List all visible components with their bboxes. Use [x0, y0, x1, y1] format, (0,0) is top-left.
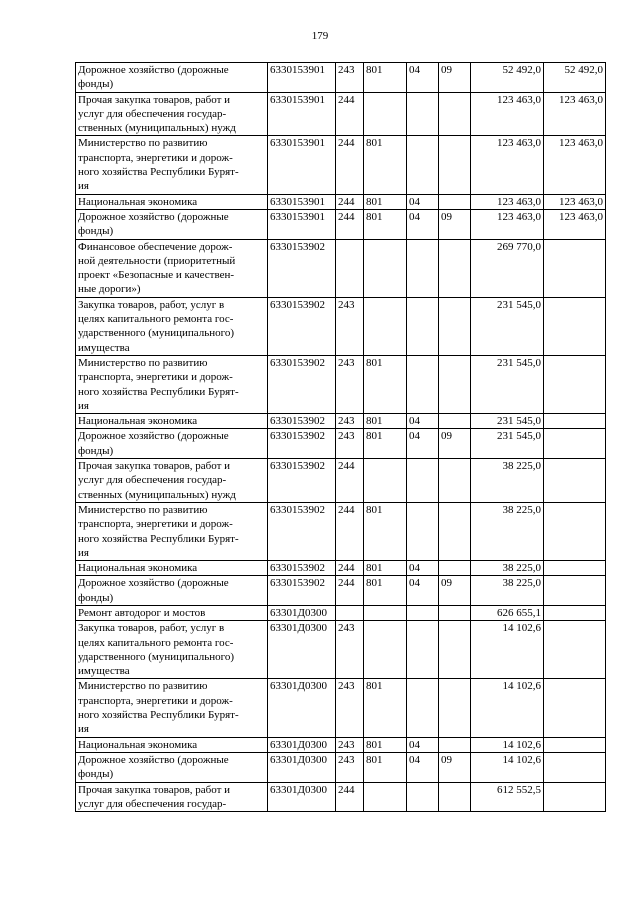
row-name-cell: Национальная экономика — [76, 561, 268, 576]
row-sum1-cell: 123 463,0 — [471, 194, 544, 209]
row-grbs-cell: 801 — [364, 561, 407, 576]
row-vr-cell: 243 — [336, 752, 364, 782]
row-sum2-cell — [544, 621, 606, 679]
row-sum1-cell: 38 225,0 — [471, 502, 544, 560]
row-csr-cell: 6330153901 — [268, 194, 336, 209]
row-grbs-cell: 801 — [364, 63, 407, 93]
row-sum1-cell: 612 552,5 — [471, 782, 544, 812]
page-number: 179 — [311, 30, 329, 42]
table-row — [76, 782, 606, 812]
row-vr-cell — [336, 605, 364, 620]
row-pr-cell — [439, 194, 471, 209]
row-name-cell: Закупка товаров, работ, услуг в целях капитального ремонта гос- ударственного (муниципального) имущества — [76, 297, 268, 355]
row-sum1-cell: 231 545,0 — [471, 414, 544, 429]
row-pr-cell — [439, 561, 471, 576]
row-vr-cell: 243 — [336, 297, 364, 355]
table-row — [76, 737, 606, 752]
row-vr-cell: 243 — [336, 414, 364, 429]
row-csr-cell: 63301Д0300 — [268, 679, 336, 737]
table-row — [76, 429, 606, 459]
table-row — [76, 621, 606, 679]
row-name-cell: Ремонт автодорог и мостов — [76, 605, 268, 620]
table-row — [76, 502, 606, 560]
row-sum1-cell: 231 545,0 — [471, 355, 544, 413]
row-csr-cell: 6330153902 — [268, 355, 336, 413]
row-pr-cell: 09 — [439, 209, 471, 239]
row-csr-cell: 6330153901 — [268, 209, 336, 239]
row-vr-cell: 243 — [336, 355, 364, 413]
row-rz-cell: 04 — [407, 561, 439, 576]
row-sum1-cell: 231 545,0 — [471, 429, 544, 459]
row-grbs-cell: 801 — [364, 209, 407, 239]
row-vr-cell: 243 — [336, 63, 364, 93]
row-csr-cell: 63301Д0300 — [268, 782, 336, 812]
row-vr-cell: 244 — [336, 92, 364, 136]
row-grbs-cell: 801 — [364, 136, 407, 194]
row-csr-cell: 63301Д0300 — [268, 737, 336, 752]
row-sum2-cell — [544, 355, 606, 413]
row-rz-cell — [407, 782, 439, 812]
row-sum2-cell: 123 463,0 — [544, 194, 606, 209]
row-rz-cell: 04 — [407, 737, 439, 752]
table-row — [76, 239, 606, 297]
row-grbs-cell: 801 — [364, 576, 407, 606]
row-vr-cell: 243 — [336, 621, 364, 679]
row-sum2-cell: 123 463,0 — [544, 92, 606, 136]
row-rz-cell: 04 — [407, 194, 439, 209]
row-pr-cell: 09 — [439, 63, 471, 93]
row-csr-cell: 6330153902 — [268, 414, 336, 429]
row-sum2-cell — [544, 459, 606, 503]
row-name-cell: Министерство по развитию транспорта, энергетики и дорож- ного хозяйства Республики Бурят- ия — [76, 502, 268, 560]
row-name-cell: Дорожное хозяйство (дорожные фонды) — [76, 752, 268, 782]
row-csr-cell: 6330153902 — [268, 561, 336, 576]
row-csr-cell: 6330153902 — [268, 297, 336, 355]
row-rz-cell: 04 — [407, 414, 439, 429]
row-rz-cell: 04 — [407, 576, 439, 606]
row-name-cell: Министерство по развитию транспорта, энергетики и дорож- ного хозяйства Республики Бурят- ия — [76, 355, 268, 413]
row-name-cell: Национальная экономика — [76, 194, 268, 209]
row-pr-cell: 09 — [439, 752, 471, 782]
table-row — [76, 209, 606, 239]
row-grbs-cell — [364, 239, 407, 297]
row-vr-cell: 244 — [336, 561, 364, 576]
row-sum1-cell: 14 102,6 — [471, 621, 544, 679]
row-rz-cell: 04 — [407, 429, 439, 459]
row-name-cell: Прочая закупка товаров, работ и услуг для обеспечения государ- — [76, 782, 268, 812]
row-sum2-cell — [544, 297, 606, 355]
row-pr-cell — [439, 502, 471, 560]
row-vr-cell: 244 — [336, 136, 364, 194]
table-row — [76, 297, 606, 355]
row-vr-cell: 244 — [336, 209, 364, 239]
row-pr-cell — [439, 621, 471, 679]
row-sum2-cell — [544, 605, 606, 620]
row-name-cell: Дорожное хозяйство (дорожные фонды) — [76, 429, 268, 459]
row-grbs-cell — [364, 605, 407, 620]
row-sum1-cell: 38 225,0 — [471, 561, 544, 576]
row-rz-cell — [407, 605, 439, 620]
row-sum1-cell: 14 102,6 — [471, 679, 544, 737]
row-sum2-cell: 123 463,0 — [544, 209, 606, 239]
row-csr-cell: 6330153902 — [268, 429, 336, 459]
row-grbs-cell: 801 — [364, 737, 407, 752]
row-name-cell: Финансовое обеспечение дорож- ной деятельности (приоритетный проект «Безопасные и качествен- ные дороги») — [76, 239, 268, 297]
row-grbs-cell: 801 — [364, 752, 407, 782]
row-csr-cell: 6330153901 — [268, 92, 336, 136]
row-csr-cell: 6330153902 — [268, 576, 336, 606]
row-rz-cell: 04 — [407, 752, 439, 782]
row-name-cell: Прочая закупка товаров, работ и услуг для обеспечения государ- ственных (муниципальных) нужд — [76, 459, 268, 503]
row-sum1-cell: 269 770,0 — [471, 239, 544, 297]
table-row — [76, 605, 606, 620]
row-sum2-cell — [544, 737, 606, 752]
row-pr-cell — [439, 679, 471, 737]
table-row — [76, 752, 606, 782]
budget-table — [75, 62, 606, 812]
row-csr-cell: 6330153901 — [268, 63, 336, 93]
row-name-cell: Прочая закупка товаров, работ и услуг для обеспечения государ- ственных (муниципальных) нужд — [76, 92, 268, 136]
row-vr-cell — [336, 239, 364, 297]
row-name-cell: Дорожное хозяйство (дорожные фонды) — [76, 63, 268, 93]
row-csr-cell: 6330153901 — [268, 136, 336, 194]
table-row — [76, 576, 606, 606]
row-pr-cell: 09 — [439, 576, 471, 606]
row-pr-cell — [439, 297, 471, 355]
row-vr-cell: 244 — [336, 459, 364, 503]
row-vr-cell: 243 — [336, 429, 364, 459]
row-grbs-cell — [364, 297, 407, 355]
table-row — [76, 92, 606, 136]
row-pr-cell: 09 — [439, 429, 471, 459]
row-vr-cell: 244 — [336, 194, 364, 209]
table-row — [76, 414, 606, 429]
row-grbs-cell: 801 — [364, 194, 407, 209]
row-grbs-cell: 801 — [364, 414, 407, 429]
table-row — [76, 561, 606, 576]
row-csr-cell: 6330153902 — [268, 459, 336, 503]
row-sum1-cell: 231 545,0 — [471, 297, 544, 355]
row-rz-cell — [407, 239, 439, 297]
row-csr-cell: 63301Д0300 — [268, 605, 336, 620]
row-sum1-cell: 52 492,0 — [471, 63, 544, 93]
row-rz-cell — [407, 92, 439, 136]
row-rz-cell — [407, 679, 439, 737]
row-grbs-cell: 801 — [364, 355, 407, 413]
row-grbs-cell — [364, 782, 407, 812]
row-grbs-cell: 801 — [364, 502, 407, 560]
row-rz-cell — [407, 502, 439, 560]
row-rz-cell — [407, 355, 439, 413]
row-grbs-cell: 801 — [364, 429, 407, 459]
row-rz-cell — [407, 136, 439, 194]
row-rz-cell: 04 — [407, 63, 439, 93]
row-pr-cell — [439, 355, 471, 413]
row-grbs-cell — [364, 621, 407, 679]
row-csr-cell: 6330153902 — [268, 239, 336, 297]
row-vr-cell: 244 — [336, 782, 364, 812]
table-row — [76, 63, 606, 93]
row-name-cell: Национальная экономика — [76, 414, 268, 429]
row-sum1-cell: 38 225,0 — [471, 576, 544, 606]
table-row — [76, 679, 606, 737]
row-pr-cell — [439, 459, 471, 503]
row-grbs-cell — [364, 459, 407, 503]
row-sum2-cell: 52 492,0 — [544, 63, 606, 93]
row-pr-cell — [439, 239, 471, 297]
row-grbs-cell: 801 — [364, 679, 407, 737]
row-name-cell: Министерство по развитию транспорта, энергетики и дорож- ного хозяйства Республики Бурят- ия — [76, 679, 268, 737]
row-name-cell: Министерство по развитию транспорта, энергетики и дорож- ного хозяйства Республики Бурят- ия — [76, 136, 268, 194]
row-sum1-cell: 123 463,0 — [471, 92, 544, 136]
row-csr-cell: 63301Д0300 — [268, 621, 336, 679]
table-row — [76, 459, 606, 503]
row-rz-cell — [407, 621, 439, 679]
row-sum1-cell: 14 102,6 — [471, 737, 544, 752]
row-rz-cell — [407, 297, 439, 355]
row-sum1-cell: 14 102,6 — [471, 752, 544, 782]
row-sum2-cell: 123 463,0 — [544, 136, 606, 194]
row-sum2-cell — [544, 576, 606, 606]
row-pr-cell — [439, 782, 471, 812]
row-pr-cell — [439, 737, 471, 752]
row-pr-cell — [439, 605, 471, 620]
row-sum1-cell: 626 655,1 — [471, 605, 544, 620]
row-sum2-cell — [544, 429, 606, 459]
row-rz-cell — [407, 459, 439, 503]
row-pr-cell — [439, 92, 471, 136]
row-pr-cell — [439, 136, 471, 194]
row-vr-cell: 243 — [336, 737, 364, 752]
row-sum2-cell — [544, 561, 606, 576]
row-sum2-cell — [544, 239, 606, 297]
row-sum2-cell — [544, 414, 606, 429]
row-sum1-cell: 123 463,0 — [471, 136, 544, 194]
row-grbs-cell — [364, 92, 407, 136]
row-vr-cell: 244 — [336, 576, 364, 606]
row-sum1-cell: 38 225,0 — [471, 459, 544, 503]
row-sum2-cell — [544, 679, 606, 737]
row-vr-cell: 244 — [336, 502, 364, 560]
row-name-cell: Дорожное хозяйство (дорожные фонды) — [76, 209, 268, 239]
row-csr-cell: 63301Д0300 — [268, 752, 336, 782]
row-sum2-cell — [544, 502, 606, 560]
table-row — [76, 194, 606, 209]
row-sum1-cell: 123 463,0 — [471, 209, 544, 239]
table-row — [76, 136, 606, 194]
row-vr-cell: 243 — [336, 679, 364, 737]
row-sum2-cell — [544, 752, 606, 782]
row-name-cell: Национальная экономика — [76, 737, 268, 752]
table-row — [76, 355, 606, 413]
row-name-cell: Дорожное хозяйство (дорожные фонды) — [76, 576, 268, 606]
row-rz-cell: 04 — [407, 209, 439, 239]
row-csr-cell: 6330153902 — [268, 502, 336, 560]
row-pr-cell — [439, 414, 471, 429]
row-name-cell: Закупка товаров, работ, услуг в целях капитального ремонта гос- ударственного (муниципального) имущества — [76, 621, 268, 679]
row-sum2-cell — [544, 782, 606, 812]
